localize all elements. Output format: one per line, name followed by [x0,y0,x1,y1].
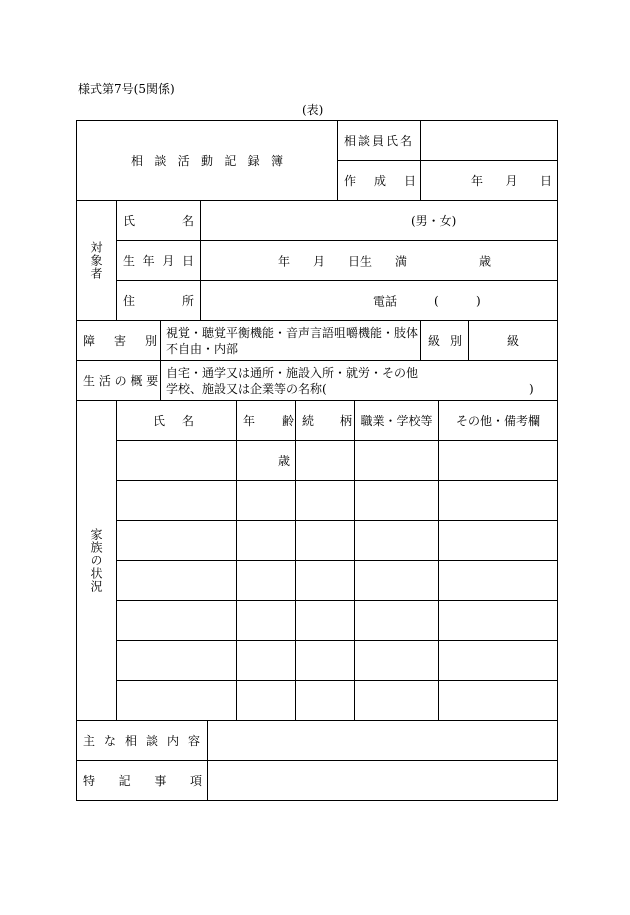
grade-label: 級 別 [428,334,462,348]
birth-field [200,240,558,281]
address-label-cell [116,280,201,321]
counselor-name-field [420,120,558,161]
family-header-notes-text: その他・備考欄 [455,414,540,428]
life-label-cell [76,360,161,401]
counselor-label: 相談員氏名 [344,134,415,148]
created-date: 年 月 日 [471,174,552,188]
family-name-cell [116,680,237,721]
family-header-relation [295,400,355,441]
remarks-field [207,760,558,801]
life-overview-paren-close: ) [529,382,534,396]
consultation-label-cell [76,720,208,761]
disability-types [160,320,421,361]
birth-day-label: 日生 [348,254,373,268]
family-header-age [236,400,296,441]
family-age-cell [236,520,296,561]
family-name-cell [116,560,237,601]
created-label-cell [337,160,421,201]
life-overview-line2 [166,381,557,397]
family-notes-cell [438,560,558,601]
family-occupation-cell [354,520,439,561]
family-notes-cell [438,440,558,481]
life-overview [160,360,558,401]
life-overview-line2-text: 学校、施設又は企業等の名称( [166,382,327,396]
life-label: 生 活 の 概 要 [83,374,159,388]
family-header-name-text: 氏 名 [153,414,194,428]
family-name-cell [116,520,237,561]
created-date-field [420,160,558,201]
family-name-cell [116,480,237,521]
family-occupation-cell [354,560,439,601]
family-name-cell [116,600,237,641]
created-label: 作 成 日 [344,174,416,188]
disability-types-line2: 不自由・内部 [166,342,239,356]
birth-label-cell [116,240,201,281]
birth-label: 生 年 月 日 [123,254,194,268]
disability-label: 障 害 別 [83,334,157,348]
family-occupation-cell [354,440,439,481]
consultation-label: 主 な 相 談 内 容 [83,734,200,748]
family-occupation-cell [354,600,439,641]
disability-label-cell [76,320,161,361]
grade-unit: 級 [506,334,519,348]
life-overview-line1: 自宅・通学又は通所・施設入所・就労・その他 [166,366,419,380]
family-relation-cell [295,600,355,641]
subject-label-cell [76,200,117,321]
birth-year-label: 年 [278,254,291,268]
family-header-notes [438,400,558,441]
family-label-cell [76,400,117,721]
phone-paren-open: ( [434,293,439,308]
record-title: 相 談 活 動 記 録 簿 [131,154,283,168]
birth-month-label: 月 [313,254,326,268]
family-header-occupation-text: 職業・学校等 [360,414,433,428]
family-relation-cell [295,480,355,521]
age-unit: 歳 [277,454,290,468]
family-header-relation-text: 続 柄 [302,414,352,428]
age-suffix-label: 歳 [479,254,492,268]
name-label: 氏 名 [123,214,194,228]
family-notes-cell [438,480,558,521]
family-name-cell [116,640,237,681]
family-age-cell [236,560,296,601]
family-notes-cell [438,680,558,721]
name-label-cell [116,200,201,241]
grade-field [468,320,558,361]
family-age-cell [236,440,296,481]
family-age-cell [236,640,296,681]
family-notes-cell [438,640,558,681]
grade-label-cell [420,320,469,361]
family-header-occupation [354,400,439,441]
counselor-label-cell [337,120,421,161]
gender-options: (男・女) [411,214,457,228]
phone-label: 電話 [373,294,398,308]
family-header-age-text: 年 齢 [243,414,294,428]
family-relation-cell [295,560,355,601]
family-relation-cell [295,640,355,681]
family-occupation-cell [354,680,439,721]
family-relation-cell [295,520,355,561]
consultation-field [207,720,558,761]
family-age-cell [236,600,296,641]
family-occupation-cell [354,480,439,521]
record-title-cell [76,120,338,201]
family-name-cell [116,440,237,481]
form-number: 様式第7号(5関係) [78,82,175,96]
phone-paren-close: ) [476,293,481,308]
family-age-cell [236,480,296,521]
subject-label: 対象者 [89,241,103,280]
family-label: 家族の状況 [89,528,103,593]
address-label: 住 所 [123,294,194,308]
family-relation-cell [295,440,355,481]
name-field [200,200,558,241]
family-relation-cell [295,680,355,721]
remarks-label: 特 記 事 項 [83,774,202,788]
family-notes-cell [438,600,558,641]
family-header-name [116,400,237,441]
family-notes-cell [438,520,558,561]
family-occupation-cell [354,640,439,681]
age-prefix-label: 満 [395,254,408,268]
page-side-label: (表) [302,103,324,117]
family-age-cell [236,680,296,721]
address-field [200,280,558,321]
remarks-label-cell [76,760,208,801]
disability-types-line1: 視覚・聴覚平衡機能・音声言語咀嚼機能・肢体 [166,326,419,340]
